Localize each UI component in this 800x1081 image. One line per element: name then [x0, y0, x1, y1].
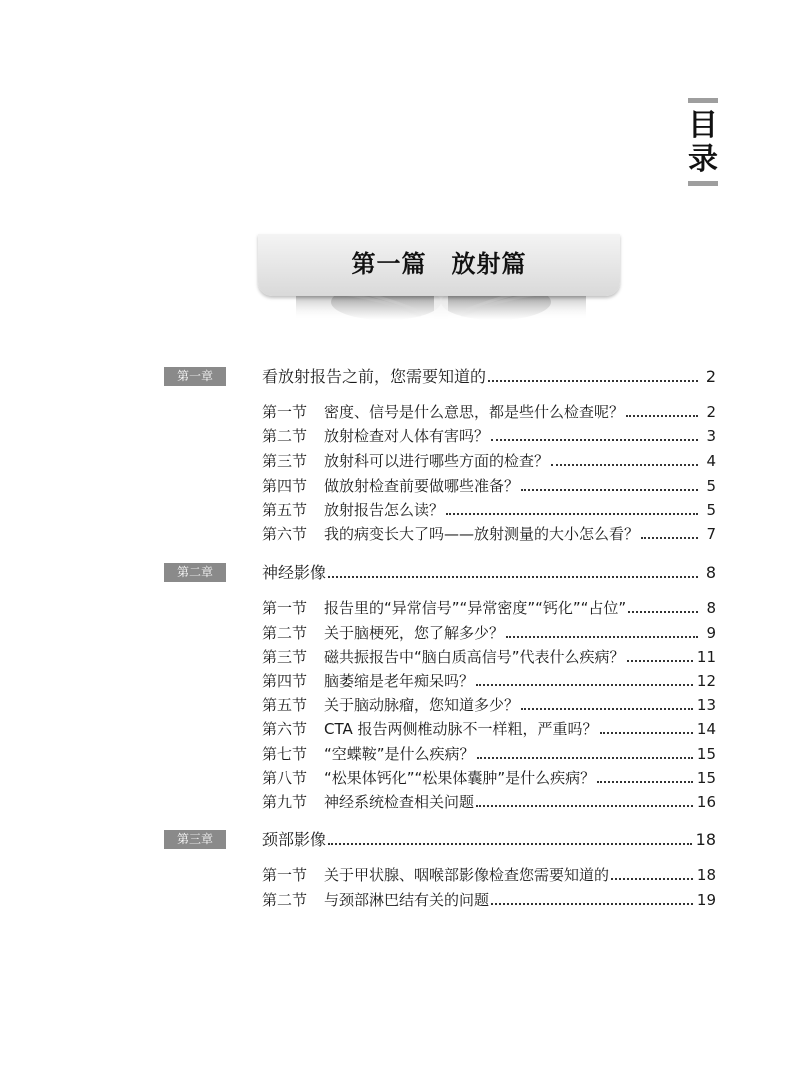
section-title: “空蝶鞍”是什么疾病？ — [324, 745, 475, 763]
toc-section-row[interactable] — [262, 694, 716, 716]
section-title: 关于脑动脉瘤，您知道多少？ — [324, 696, 520, 714]
chapter-title: 颈部影像 — [262, 830, 327, 849]
section-number: 第三节 — [262, 452, 308, 470]
section-number: 第七节 — [262, 745, 308, 763]
page-number: 8 — [705, 563, 716, 582]
toc-section-row[interactable] — [262, 767, 716, 789]
section-title: 做放射检查前要做哪些准备？ — [324, 477, 520, 495]
page-number: 12 — [696, 672, 716, 690]
page-number: 5 — [706, 477, 716, 495]
section-number: 第一节 — [262, 403, 308, 421]
section-number: 第八节 — [262, 769, 308, 787]
side-heading-top-bar — [688, 98, 718, 103]
section-number: 第一节 — [262, 866, 308, 884]
toc-section-row[interactable] — [262, 743, 716, 765]
chapter-badge: 第三章 — [164, 830, 226, 849]
page-number: 18 — [696, 866, 716, 884]
toc-section-row[interactable] — [262, 718, 716, 740]
dot-leader — [476, 684, 693, 686]
dot-leader — [611, 878, 693, 880]
side-heading-bottom-bar — [688, 181, 718, 186]
page-number: 2 — [705, 367, 716, 386]
section-number: 第六节 — [262, 720, 308, 738]
dot-leader — [477, 757, 693, 759]
dot-leader — [476, 805, 693, 807]
section-title: 磁共振报告中“脑白质高信号”代表什么疾病？ — [324, 648, 625, 666]
section-number: 第五节 — [262, 696, 308, 714]
page-number: 8 — [706, 599, 716, 617]
section-number: 第二节 — [262, 624, 308, 642]
dot-leader — [491, 439, 698, 441]
section-title: 报告里的“异常信号”“异常密度”“钙化”“占位” — [324, 599, 627, 617]
dot-leader — [506, 636, 698, 638]
page-number: 16 — [696, 793, 716, 811]
part-title: 第一篇 放射篇 — [351, 250, 527, 278]
part-banner — [258, 234, 620, 296]
chapter-row[interactable] — [164, 562, 716, 584]
page-number: 4 — [706, 452, 716, 470]
side-heading — [688, 98, 718, 186]
chapter-title: 神经影像 — [262, 563, 327, 582]
toc-section-row[interactable] — [262, 864, 716, 886]
section-title: 关于脑梗死，您了解多少？ — [324, 624, 505, 642]
toc-section-row[interactable] — [262, 475, 716, 497]
section-number: 第二节 — [262, 891, 308, 909]
toc-section-row[interactable] — [262, 401, 716, 423]
toc-section-row[interactable] — [262, 670, 716, 692]
page-number: 3 — [706, 427, 716, 445]
section-number: 第四节 — [262, 477, 308, 495]
section-title: 关于甲状腺、咽喉部影像检查您需要知道的 — [324, 866, 610, 884]
section-title: 放射科可以进行哪些方面的检查？ — [324, 452, 550, 470]
chapter-badge: 第二章 — [164, 563, 226, 582]
page-number: 15 — [696, 745, 716, 763]
section-title: CTA 报告两侧椎动脉不一样粗，严重吗？ — [324, 720, 598, 738]
section-number: 第六节 — [262, 525, 308, 543]
toc-section-row[interactable] — [262, 499, 716, 521]
section-title: 放射报告怎么读？ — [324, 501, 445, 519]
page-number: 11 — [696, 648, 716, 666]
page-number: 5 — [706, 501, 716, 519]
dot-leader — [521, 708, 693, 710]
section-title: “松果体钙化”“松果体囊肿”是什么疾病？ — [324, 769, 596, 787]
toc-section-row[interactable] — [262, 597, 716, 619]
dot-leader — [488, 380, 698, 382]
chapter-title: 看放射报告之前，您需要知道的 — [262, 367, 487, 386]
toc-section-row[interactable] — [262, 622, 716, 644]
dot-leader — [446, 513, 698, 515]
dot-leader — [626, 415, 698, 417]
dot-leader — [597, 781, 693, 783]
page-number: 18 — [695, 830, 716, 849]
section-title: 神经系统检查相关问题 — [324, 793, 475, 811]
dot-leader — [641, 537, 698, 539]
dot-leader — [328, 843, 692, 845]
dot-leader — [627, 660, 693, 662]
section-number: 第二节 — [262, 427, 308, 445]
section-title: 放射检查对人体有害吗？ — [324, 427, 490, 445]
toc-section-row[interactable] — [262, 523, 716, 545]
page-number: 2 — [706, 403, 716, 421]
dot-leader — [328, 576, 698, 578]
section-number: 第三节 — [262, 648, 308, 666]
page-number: 13 — [696, 696, 716, 714]
toc-section-row[interactable] — [262, 646, 716, 668]
section-number: 第五节 — [262, 501, 308, 519]
dot-leader — [551, 464, 698, 466]
page-number: 19 — [696, 891, 716, 909]
section-title: 我的病变长大了吗——放射测量的大小怎么看？ — [324, 525, 640, 543]
toc-section-row[interactable] — [262, 791, 716, 813]
page-number: 7 — [706, 525, 716, 543]
toc-section-row[interactable] — [262, 450, 716, 472]
chapter-badge: 第一章 — [164, 367, 226, 386]
dot-leader — [628, 611, 698, 613]
toc-section-row[interactable] — [262, 425, 716, 447]
section-title: 与颈部淋巴结有关的问题 — [324, 891, 490, 909]
page-number: 9 — [706, 624, 716, 642]
dot-leader — [491, 903, 693, 905]
dot-leader — [600, 732, 693, 734]
dot-leader — [521, 489, 698, 491]
page-number: 15 — [696, 769, 716, 787]
section-title: 密度、信号是什么意思，都是些什么检查呢？ — [324, 403, 625, 421]
chapter-row[interactable] — [164, 829, 716, 851]
chapter-row[interactable] — [164, 366, 716, 388]
section-number: 第四节 — [262, 672, 308, 690]
section-number: 第一节 — [262, 599, 308, 617]
section-title: 脑萎缩是老年痴呆吗？ — [324, 672, 475, 690]
toc-section-row[interactable] — [262, 889, 716, 911]
side-heading-text: 目录 — [688, 108, 718, 177]
page-number: 14 — [696, 720, 716, 738]
section-number: 第九节 — [262, 793, 308, 811]
